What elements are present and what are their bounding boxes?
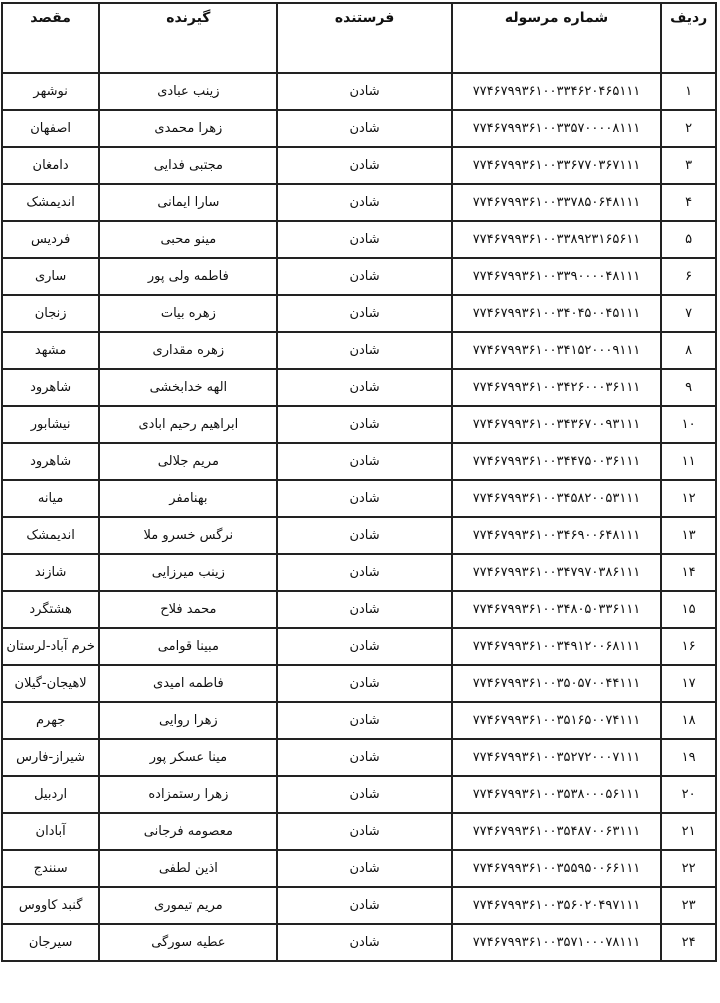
table-row (2, 924, 716, 961)
row-number-cell: ۶ (661, 258, 716, 295)
destination-cell: ساری (2, 258, 99, 295)
table-row (2, 406, 716, 443)
row-number-cell: ۱۵ (661, 591, 716, 628)
tracking-number-cell: ۷۷۴۶۷۹۹۳۶۱۰۰۳۴۴۷۵۰۰۳۶۱۱۱ (452, 443, 662, 480)
tracking-number-cell: ۷۷۴۶۷۹۹۳۶۱۰۰۳۳۹۰۰۰۰۴۸۱۱۱ (452, 258, 662, 295)
table-row (2, 443, 716, 480)
tracking-number-cell: ۷۷۴۶۷۹۹۳۶۱۰۰۳۵۴۸۷۰۰۶۳۱۱۱ (452, 813, 662, 850)
sender-cell: شادن (277, 258, 451, 295)
sender-cell: شادن (277, 332, 451, 369)
table-row (2, 258, 716, 295)
row-number-cell: ۸ (661, 332, 716, 369)
destination-cell: دامغان (2, 147, 99, 184)
receiver-cell: فاطمه ولی پور (99, 258, 277, 295)
table-row (2, 776, 716, 813)
receiver-cell: مجتبی فدایی (99, 147, 277, 184)
table-row (2, 591, 716, 628)
row-number-cell: ۹ (661, 369, 716, 406)
destination-cell: میانه (2, 480, 99, 517)
row-number-cell: ۲۳ (661, 887, 716, 924)
receiver-cell: معصومه فرجانی (99, 813, 277, 850)
table-row (2, 221, 716, 258)
sender-cell: شادن (277, 665, 451, 702)
table-row (2, 332, 716, 369)
row-number-cell: ۳ (661, 147, 716, 184)
table-row (2, 480, 716, 517)
row-number-cell: ۱۲ (661, 480, 716, 517)
destination-cell: خرم آباد-لرستان (2, 628, 99, 665)
header-row (2, 3, 716, 73)
sender-cell: شادن (277, 184, 451, 221)
row-number-cell: ۱۹ (661, 739, 716, 776)
receiver-cell: زهرا محمدی (99, 110, 277, 147)
sender-cell: شادن (277, 295, 451, 332)
tracking-number-cell: ۷۷۴۶۷۹۹۳۶۱۰۰۳۵۲۷۲۰۰۰۷۱۱۱ (452, 739, 662, 776)
header-receiver: گیرنده (99, 3, 277, 73)
header-row-number: ردیف (661, 3, 716, 73)
receiver-cell: فاطمه امیدی (99, 665, 277, 702)
destination-cell: شیراز-فارس (2, 739, 99, 776)
receiver-cell: زهره بیات (99, 295, 277, 332)
table-row (2, 110, 716, 147)
tracking-number-cell: ۷۷۴۶۷۹۹۳۶۱۰۰۳۳۷۸۵۰۶۴۸۱۱۱ (452, 184, 662, 221)
destination-cell: اصفهان (2, 110, 99, 147)
tracking-number-cell: ۷۷۴۶۷۹۹۳۶۱۰۰۳۵۶۰۲۰۴۹۷۱۱۱ (452, 887, 662, 924)
sender-cell: شادن (277, 480, 451, 517)
receiver-cell: مبینا قوامی (99, 628, 277, 665)
destination-cell: سنندج (2, 850, 99, 887)
destination-cell: اندیمشک (2, 517, 99, 554)
sender-cell: شادن (277, 887, 451, 924)
tracking-number-cell: ۷۷۴۶۷۹۹۳۶۱۰۰۳۳۵۷۰۰۰۰۸۱۱۱ (452, 110, 662, 147)
row-number-cell: ۱۴ (661, 554, 716, 591)
tracking-number-cell: ۷۷۴۶۷۹۹۳۶۱۰۰۳۳۴۶۲۰۴۶۵۱۱۱ (452, 73, 662, 110)
tracking-number-cell: ۷۷۴۶۷۹۹۳۶۱۰۰۳۴۳۶۷۰۰۹۳۱۱۱ (452, 406, 662, 443)
sender-cell: شادن (277, 443, 451, 480)
destination-cell: جهرم (2, 702, 99, 739)
table-row (2, 887, 716, 924)
table-row (2, 739, 716, 776)
tracking-number-cell: ۷۷۴۶۷۹۹۳۶۱۰۰۳۳۸۹۲۳۱۶۵۶۱۱ (452, 221, 662, 258)
destination-cell: شاهرود (2, 369, 99, 406)
table-row (2, 850, 716, 887)
sender-cell: شادن (277, 147, 451, 184)
destination-cell: زنجان (2, 295, 99, 332)
destination-cell: نوشهر (2, 73, 99, 110)
row-number-cell: ۲۱ (661, 813, 716, 850)
receiver-cell: زینب عبادی (99, 73, 277, 110)
tracking-number-cell: ۷۷۴۶۷۹۹۳۶۱۰۰۳۵۷۱۰۰۰۷۸۱۱۱ (452, 924, 662, 961)
tracking-number-cell: ۷۷۴۶۷۹۹۳۶۱۰۰۳۴۵۸۲۰۰۵۳۱۱۱ (452, 480, 662, 517)
row-number-cell: ۲۲ (661, 850, 716, 887)
tracking-number-cell: ۷۷۴۶۷۹۹۳۶۱۰۰۳۵۱۶۵۰۰۷۴۱۱۱ (452, 702, 662, 739)
tracking-number-cell: ۷۷۴۶۷۹۹۳۶۱۰۰۳۴۷۹۷۰۳۸۶۱۱۱ (452, 554, 662, 591)
header-sender: فرستنده (277, 3, 451, 73)
table-row (2, 813, 716, 850)
receiver-cell: ابراهیم رحیم ابادی (99, 406, 277, 443)
table-row (2, 665, 716, 702)
row-number-cell: ۱۳ (661, 517, 716, 554)
header-destination: مقصد (2, 3, 99, 73)
sender-cell: شادن (277, 369, 451, 406)
row-number-cell: ۵ (661, 221, 716, 258)
receiver-cell: الهه خدابخشی (99, 369, 277, 406)
destination-cell: مشهد (2, 332, 99, 369)
tracking-number-cell: ۷۷۴۶۷۹۹۳۶۱۰۰۳۴۸۰۵۰۳۳۶۱۱۱ (452, 591, 662, 628)
sender-cell: شادن (277, 702, 451, 739)
tracking-number-cell: ۷۷۴۶۷۹۹۳۶۱۰۰۳۴۹۱۲۰۰۶۸۱۱۱ (452, 628, 662, 665)
table-row (2, 554, 716, 591)
table-row (2, 628, 716, 665)
row-number-cell: ۱۱ (661, 443, 716, 480)
table-row (2, 369, 716, 406)
receiver-cell: زهره مقداری (99, 332, 277, 369)
receiver-cell: محمد فلاح (99, 591, 277, 628)
tracking-number-cell: ۷۷۴۶۷۹۹۳۶۱۰۰۳۴۶۹۰۰۶۴۸۱۱۱ (452, 517, 662, 554)
destination-cell: سیرجان (2, 924, 99, 961)
row-number-cell: ۲۰ (661, 776, 716, 813)
row-number-cell: ۴ (661, 184, 716, 221)
destination-cell: لاهیجان-گیلان (2, 665, 99, 702)
row-number-cell: ۲۴ (661, 924, 716, 961)
destination-cell: شاهرود (2, 443, 99, 480)
table-body (2, 73, 716, 961)
row-number-cell: ۱۸ (661, 702, 716, 739)
tracking-number-cell: ۷۷۴۶۷۹۹۳۶۱۰۰۳۴۲۶۰۰۰۳۶۱۱۱ (452, 369, 662, 406)
sender-cell: شادن (277, 924, 451, 961)
receiver-cell: نرگس خسرو ملا (99, 517, 277, 554)
tracking-number-cell: ۷۷۴۶۷۹۹۳۶۱۰۰۳۵۳۸۰۰۰۵۶۱۱۱ (452, 776, 662, 813)
tracking-number-cell: ۷۷۴۶۷۹۹۳۶۱۰۰۳۴۰۴۵۰۰۴۵۱۱۱ (452, 295, 662, 332)
sender-cell: شادن (277, 776, 451, 813)
receiver-cell: زهرا رستمزاده (99, 776, 277, 813)
sender-cell: شادن (277, 739, 451, 776)
table-row (2, 184, 716, 221)
sender-cell: شادن (277, 628, 451, 665)
header-tracking-number: شماره مرسوله (452, 3, 662, 73)
sender-cell: شادن (277, 850, 451, 887)
table-header (2, 3, 716, 73)
destination-cell: نیشابور (2, 406, 99, 443)
sender-cell: شادن (277, 591, 451, 628)
table-row (2, 702, 716, 739)
sender-cell: شادن (277, 110, 451, 147)
sender-cell: شادن (277, 517, 451, 554)
destination-cell: آبادان (2, 813, 99, 850)
table-row (2, 295, 716, 332)
receiver-cell: عطیه سورگی (99, 924, 277, 961)
tracking-number-cell: ۷۷۴۶۷۹۹۳۶۱۰۰۳۵۵۹۵۰۰۶۶۱۱۱ (452, 850, 662, 887)
receiver-cell: سارا ایمانی (99, 184, 277, 221)
receiver-cell: مینا عسکر پور (99, 739, 277, 776)
table-row (2, 147, 716, 184)
tracking-number-cell: ۷۷۴۶۷۹۹۳۶۱۰۰۳۴۱۵۲۰۰۰۹۱۱۱ (452, 332, 662, 369)
destination-cell: هشتگرد (2, 591, 99, 628)
destination-cell: شازند (2, 554, 99, 591)
sender-cell: شادن (277, 73, 451, 110)
sender-cell: شادن (277, 221, 451, 258)
destination-cell: اردبیل (2, 776, 99, 813)
row-number-cell: ۱۰ (661, 406, 716, 443)
destination-cell: گنبد کاووس (2, 887, 99, 924)
shipment-table (1, 2, 717, 962)
row-number-cell: ۱۷ (661, 665, 716, 702)
sender-cell: شادن (277, 554, 451, 591)
receiver-cell: مریم جلالی (99, 443, 277, 480)
table-row (2, 517, 716, 554)
receiver-cell: بهنامفر (99, 480, 277, 517)
tracking-number-cell: ۷۷۴۶۷۹۹۳۶۱۰۰۳۵۰۵۷۰۰۴۴۱۱۱ (452, 665, 662, 702)
receiver-cell: زینب میرزایی (99, 554, 277, 591)
row-number-cell: ۱۶ (661, 628, 716, 665)
receiver-cell: زهرا روایی (99, 702, 277, 739)
row-number-cell: ۷ (661, 295, 716, 332)
row-number-cell: ۱ (661, 73, 716, 110)
table-row (2, 73, 716, 110)
receiver-cell: اذین لطفی (99, 850, 277, 887)
receiver-cell: مینو محبی (99, 221, 277, 258)
destination-cell: اندیمشک (2, 184, 99, 221)
row-number-cell: ۲ (661, 110, 716, 147)
sender-cell: شادن (277, 813, 451, 850)
sender-cell: شادن (277, 406, 451, 443)
tracking-number-cell: ۷۷۴۶۷۹۹۳۶۱۰۰۳۳۶۷۷۰۳۶۷۱۱۱ (452, 147, 662, 184)
destination-cell: فردیس (2, 221, 99, 258)
receiver-cell: مریم تیموری (99, 887, 277, 924)
